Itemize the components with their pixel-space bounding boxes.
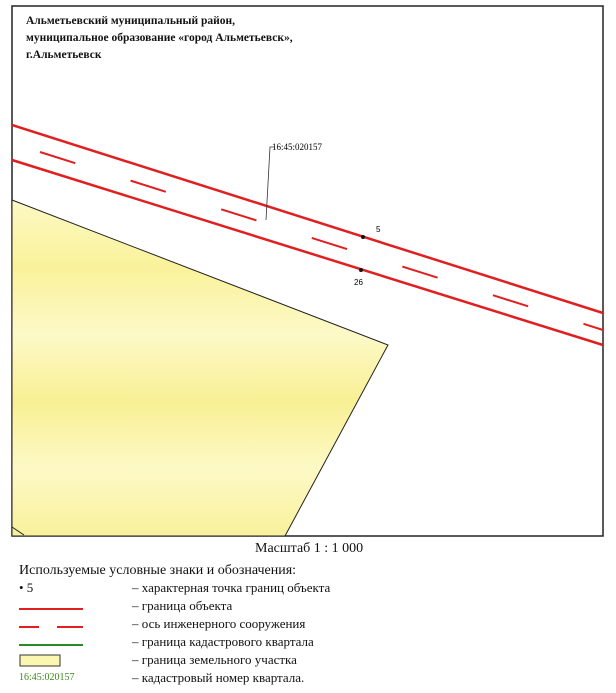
map-scale: Масштаб 1 : 1 000 bbox=[255, 541, 364, 556]
legend-item-engineering-axis bbox=[19, 616, 579, 634]
cadastral-number-sample: 16:45:020157 bbox=[19, 672, 75, 683]
legend-text: – граница кадастрового квартала bbox=[132, 634, 314, 649]
boundary-point-26 bbox=[359, 268, 363, 272]
solid-red-line-icon bbox=[19, 598, 99, 616]
boundary-point-5 bbox=[361, 235, 365, 239]
legend-text: – кадастровый номер квартала. bbox=[132, 670, 305, 685]
point-label-26: 26 bbox=[354, 278, 363, 287]
legend-text: – ось инженерного сооружения bbox=[132, 616, 306, 631]
legend-item-object-boundary bbox=[19, 598, 579, 616]
dashed-red-line-icon bbox=[19, 616, 99, 634]
cadastral-quarter-label: 16:45:020157 bbox=[272, 142, 323, 152]
location-header bbox=[26, 13, 293, 64]
legend-title: Используемые условные знаки и обозначения: bbox=[19, 563, 297, 578]
point-label-5: 5 bbox=[376, 225, 381, 234]
legend-item-cadastral-number bbox=[19, 670, 579, 688]
legend-text: – граница объекта bbox=[132, 598, 233, 613]
solid-green-line-icon bbox=[19, 634, 99, 652]
yellow-rect-icon bbox=[19, 652, 99, 670]
header-line-2: муниципальное образование «город Альметьевск», bbox=[26, 32, 293, 44]
legend-item-quarter-boundary bbox=[19, 634, 579, 652]
header-line-3: г.Альметьевск bbox=[26, 49, 102, 61]
legend-item-point bbox=[19, 580, 579, 598]
point-symbol: • 5 bbox=[19, 580, 34, 595]
legend-text: – граница земельного участка bbox=[132, 652, 297, 667]
legend-item-parcel-boundary bbox=[19, 652, 579, 670]
header-line-1: Альметьевский муниципальный район, bbox=[26, 15, 236, 27]
legend-text: – характерная точка границ объекта bbox=[132, 580, 331, 595]
